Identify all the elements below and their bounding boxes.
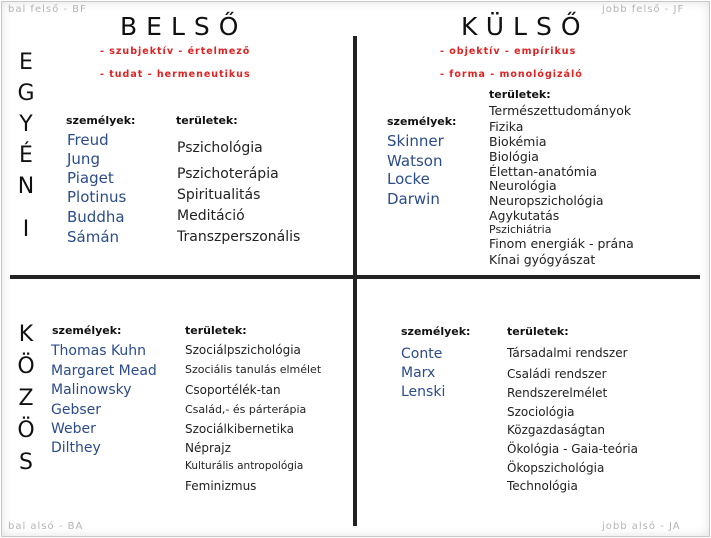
subtitle-inner-2: - tudat - hermeneutikus	[100, 69, 251, 80]
field-item: Agykutatás	[489, 208, 560, 223]
corner-label-bottom-right: jobb alsó - JA	[602, 521, 681, 532]
field-item: Technológia	[507, 479, 578, 493]
person-name: Weber	[51, 421, 96, 437]
field-item: Szociális tanulás elmélet	[185, 363, 322, 376]
field-item: Neurológia	[489, 178, 557, 193]
field-item: Biokémia	[489, 134, 547, 149]
field-item: Természettudományok	[489, 103, 632, 118]
person-name: Locke	[387, 170, 430, 188]
field-item: Kulturális antropológia	[185, 460, 304, 472]
field-item: Társadalmi rendszer	[507, 346, 628, 360]
side-letter: E	[19, 50, 33, 75]
subtitle-outer-1: - objektív - empírikus	[440, 46, 577, 57]
corner-label-top-right: jobb felső - JF	[602, 4, 685, 15]
person-name: Conte	[401, 346, 443, 362]
field-item: Élettan-anatómia	[489, 164, 598, 179]
field-item: Család,- és párterápia	[185, 403, 307, 416]
side-letter: I	[22, 217, 30, 242]
field-item: Feminizmus	[185, 479, 257, 493]
field-item: Családi rendszer	[507, 367, 607, 381]
side-letter: É	[19, 143, 33, 168]
side-letter: K	[18, 322, 34, 347]
person-name: Piaget	[67, 169, 114, 187]
subtitle-inner-1: - szubjektív - értelmező	[100, 46, 251, 57]
corner-label-bottom-left: bal alsó - BA	[8, 521, 84, 532]
side-letter: S	[19, 450, 33, 475]
subtitle-outer-2: - forma - monológizáló	[440, 69, 583, 80]
field-item: Ökológia - Gaia-teória	[507, 442, 638, 456]
field-item: Finom energiák - prána	[489, 236, 634, 251]
field-item: Fizika	[489, 119, 524, 134]
fields-header-bottom-right: területek:	[507, 325, 569, 338]
person-name: Malinowsky	[51, 382, 132, 398]
people-header-bottom-right: személyek:	[401, 325, 471, 338]
field-item: Spiritualitás	[177, 187, 261, 203]
people-header-top-right: személyek:	[387, 115, 457, 128]
fields-header-top-right: területek:	[489, 88, 551, 101]
field-item: Néprajz	[185, 441, 231, 455]
field-item: Rendszerelmélet	[507, 386, 608, 400]
side-letter: N	[17, 174, 35, 199]
field-item: Szociálpszichológia	[185, 343, 301, 357]
field-item: Meditáció	[177, 208, 245, 224]
field-item: Szociológia	[507, 405, 575, 419]
field-item: Pszichiátria	[489, 223, 552, 236]
side-letter: Y	[19, 112, 33, 137]
field-item: Csoportélék-tan	[185, 383, 281, 397]
person-name: Gebser	[51, 402, 102, 418]
person-name: Buddha	[67, 208, 125, 226]
field-item: Biológia	[489, 149, 539, 164]
fields-header-bottom-left: területek:	[185, 324, 247, 337]
person-name: Jung	[67, 150, 100, 168]
person-name: Darwin	[387, 190, 440, 208]
field-item: Pszichoterápia	[177, 166, 279, 182]
person-name: Watson	[387, 152, 443, 170]
person-name: Skinner	[387, 132, 444, 150]
field-item: Kínai gyógyászat	[489, 252, 596, 267]
title-inner: BELSŐ	[120, 12, 248, 41]
field-item: Pszichológia	[177, 140, 263, 156]
person-name: Thomas Kuhn	[51, 343, 147, 359]
person-name: Dilthey	[51, 440, 101, 456]
vertical-axis-line	[353, 36, 357, 526]
title-outer: KÜLSŐ	[461, 12, 590, 41]
person-name: Plotinus	[67, 188, 127, 206]
field-item: Szociálkibernetika	[185, 422, 295, 436]
field-item: Transzperszonális	[177, 229, 301, 245]
fields-header-top-left: területek:	[176, 114, 238, 127]
field-item: Közgazdaságtan	[507, 423, 606, 437]
person-name: Freud	[67, 131, 109, 149]
person-name: Margaret Mead	[51, 363, 157, 379]
side-letter: G	[17, 81, 35, 106]
people-header-top-left: személyek:	[66, 114, 136, 127]
corner-label-top-left: bal felső - BF	[8, 4, 87, 15]
people-header-bottom-left: személyek:	[52, 324, 122, 337]
side-letter: Ö	[17, 354, 35, 379]
side-letter: Ö	[17, 418, 35, 443]
person-name: Sámán	[67, 228, 120, 246]
side-letter: Z	[18, 386, 34, 411]
person-name: Marx	[401, 365, 436, 381]
person-name: Lenski	[401, 384, 446, 400]
field-item: Neuropszichológia	[489, 193, 604, 208]
field-item: Ökopszichológia	[507, 461, 605, 475]
